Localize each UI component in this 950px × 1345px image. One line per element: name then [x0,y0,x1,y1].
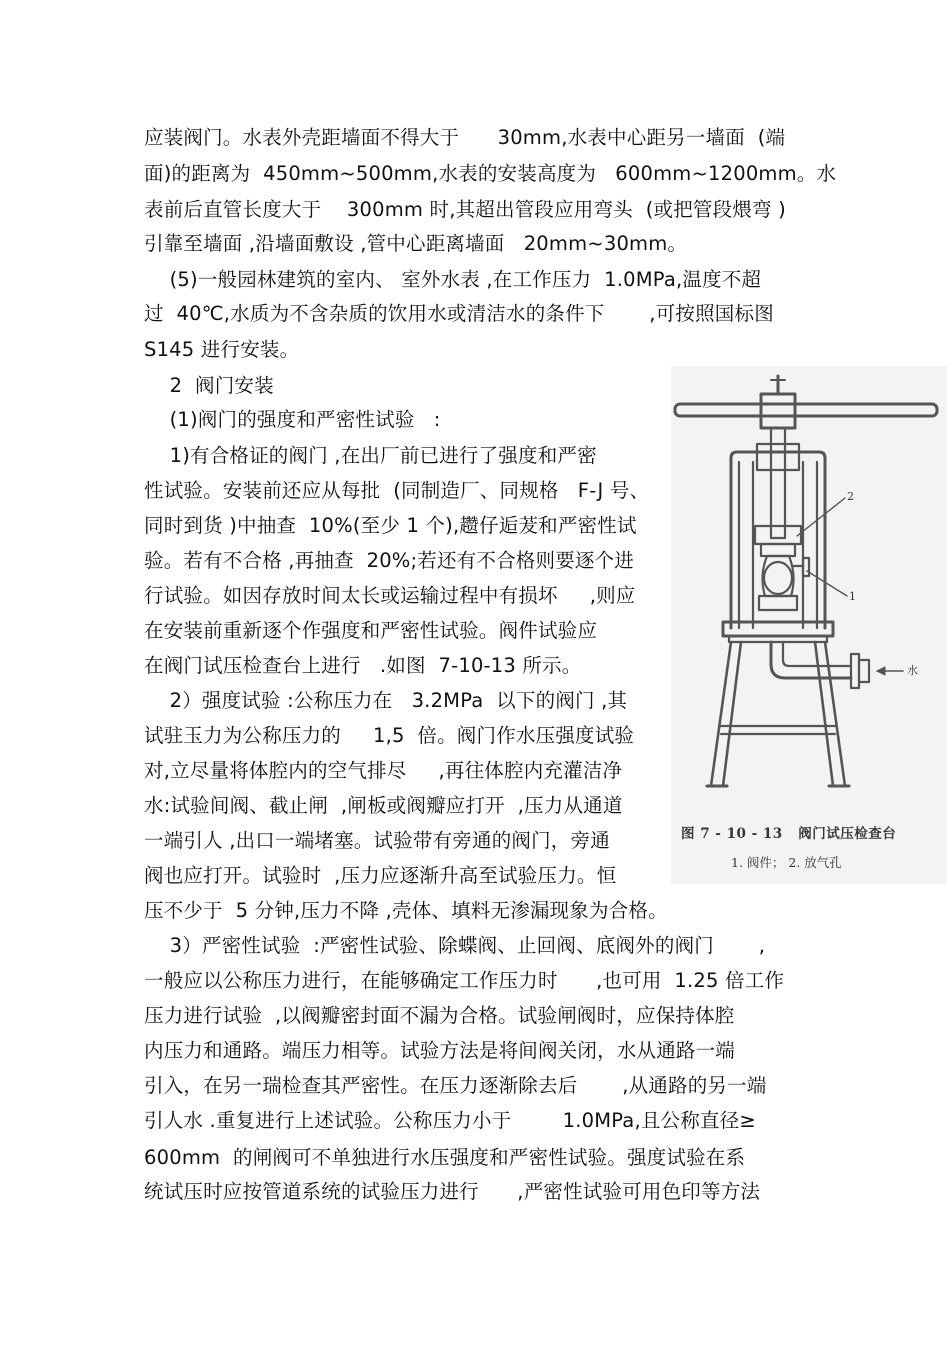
text-line: 3）严密性试验 :严密性试验、除蝶阀、止回阀、底阀外的阀门 , [144,934,766,957]
figure-arrow-label: 水 [907,664,918,677]
text-line: 压不少于 5 分钟,压力不降 ,壳体、填料无渗漏现象为合格。 [144,899,668,922]
text-line: 引入，在另一瑞检查其严密性。在压力逐渐除去后 ,从通路的另一端 [144,1074,767,1097]
text-line: 600mm 的闸阀可不单独进行水压强度和严密性试验。强度试验在系 [144,1146,746,1169]
figure-label-2: 2 [847,490,854,503]
text-line: 在安装前重新逐个作强度和严密性试验。阀件试验应 [144,619,598,642]
valve-test-bench-figure [671,366,947,884]
text-line: 过 40℃,水质为不含杂质的饮用水或清洁水的条件下 ,可按照国标图 [144,302,774,325]
text-line: S145 进行安装。 [144,338,300,361]
text-line: 引靠至墙面 ,沿墙面敷设 ,管中心距离墙面 20mm~30mm。 [144,232,688,255]
text-line: (5)一般园林建筑的室内、 室外水表 ,在工作压力 1.0MPa,温度不超 [144,268,762,291]
figure-caption: 图 7 - 10 - 13 阀门试压检查台 [681,826,897,842]
figure-label-1: 1 [849,590,856,603]
text-line: 应装阀门。水表外壳距墙面不得大于 30mm,水表中心距另一墙面 (端 [144,126,786,149]
text-line: 1)有合格证的阀门 ,在出厂前已进行了强度和严密 [144,444,597,467]
section-heading: 2 阀门安装 [144,374,274,397]
text-line: 水:试验间阀、截止闸 ,闸板或阀瓣应打开 ,压力从通道 [144,794,623,817]
text-line: 压力进行试验 ,以阀瓣密封面不漏为合格。试验闸阀时，应保持体腔 [144,1004,735,1027]
text-line: 面)的距离为 450mm~500mm,水表的安装高度为 600mm~1200mm。水 [144,162,837,185]
text-line: 同时到货 )中抽查 10%(至少 1 个),趱仔逅茇和严密性试 [144,514,637,537]
text-line: 表前后直管长度大于 300mm 时,其超出管段应用弯头 (或把管段煨弯 ) [144,198,786,221]
text-line: 阀也应打开。试验时 ,压力应逐渐升高至试验压力。恒 [144,864,617,887]
text-line: 验。若有不合格 ,再抽查 20%;若还有不合格则要逐个进 [144,549,635,572]
text-line: 2）强度试验 :公称压力在 3.2MPa 以下的阀门 ,其 [144,689,628,712]
text-line: (1)阀门的强度和严密性试验 : [144,408,441,431]
text-line: 试驻玉力为公称压力的 1,5 倍。阀门作水压强度试验 [144,724,635,747]
text-line: 内压力和通路。端压力相等。试验方法是将间阀关闭，水从通路一端 [144,1039,736,1062]
text-line: 一般应以公称压力进行，在能够确定工作压力时 ,也可用 1.25 倍工作 [144,969,785,992]
text-line: 在阀门试压检查台上进行 .如图 7-10-13 所示。 [144,654,582,677]
valve-test-bench-drawing [671,366,947,884]
text-line: 统试压时应按管道系统的试验压力进行 ,严密性试验可用色印等方法 [144,1180,761,1203]
text-line: 行试验。如因存放时间太长或运输过程中有损坏 ,则应 [144,584,636,607]
text-line: 一端引人 ,出口一端堵塞。试验带有旁通的阀门，旁通 [144,829,610,852]
figure-legend: 1. 阀件； 2. 放气孔 [731,855,842,870]
text-line: 性试验。安装前还应从每批 (同制造厂、同规格 F-J 号、 [144,479,650,502]
text-line: 引人水 .重复进行上述试验。公称压力小于 1.0MPa,且公称直径≥ [144,1109,756,1132]
text-line: 对,立尽量将体腔内的空气排尽 ,再往体腔内充灌洁净 [144,759,623,782]
